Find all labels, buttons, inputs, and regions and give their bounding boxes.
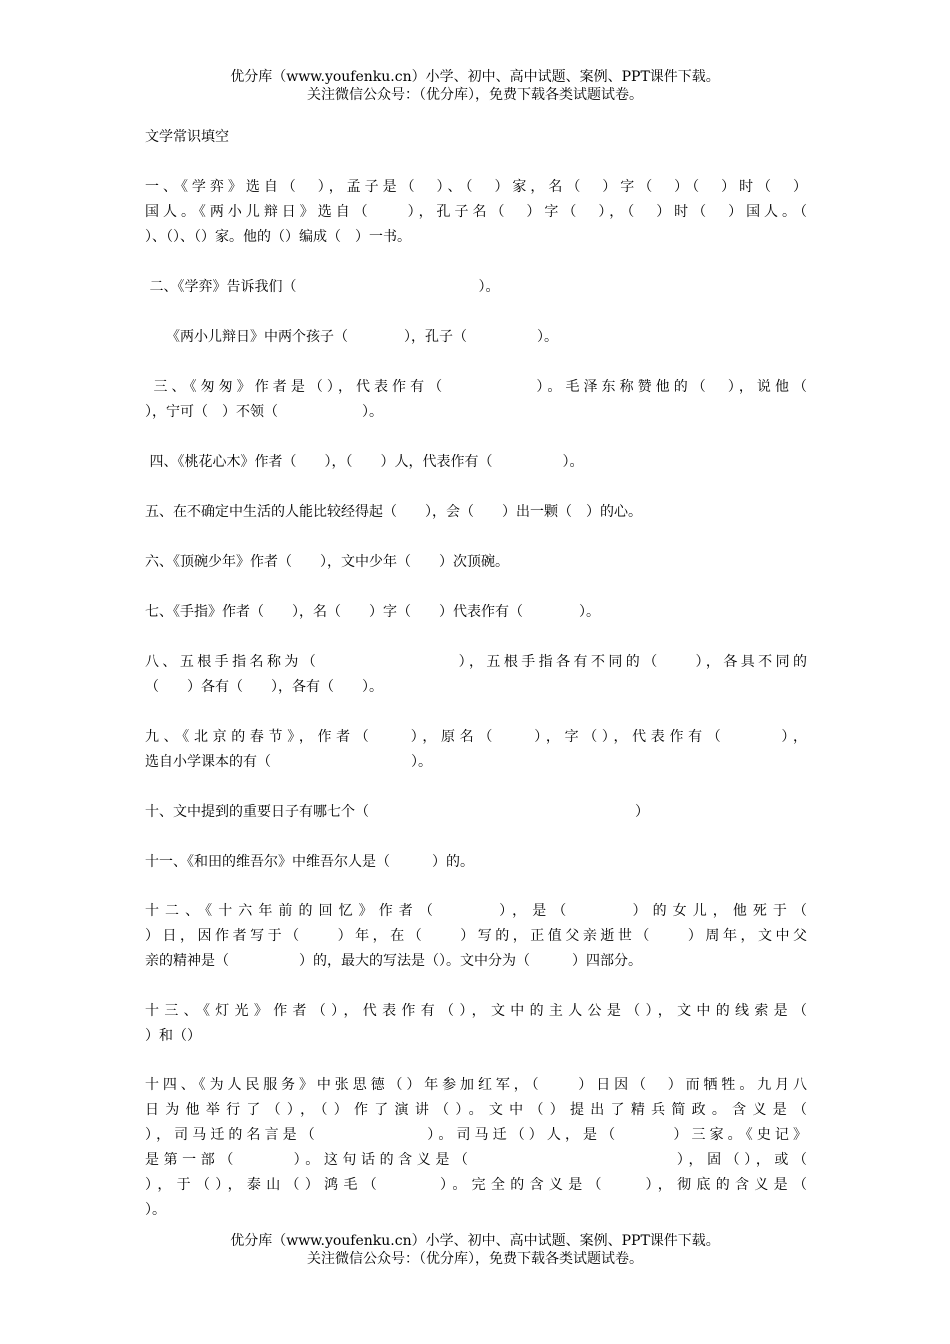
header-line-1: 优分库（www.youfenku.cn）小学、初中、高中试题、案例、PPT课件下载。 (230, 69, 720, 85)
page-footer (0, 1232, 950, 1268)
question-line: ）和（） (145, 1028, 201, 1044)
question-line: 日为他举行了（），（）作了演讲（）。文中（）提出了精兵简政。含义是（ (145, 1102, 807, 1118)
footer-line-2: 关注微信公众号：（优分库），免费下载各类试题试卷。 (307, 1251, 643, 1267)
question-line: 十四、《为人民服务》中张思德（）年参加红军，（ ）日因（ ）而牺牲。九月八 (145, 1077, 807, 1093)
question-line: ）。 (145, 1202, 166, 1218)
question-line: 七、《手指》作者（ ），名（ ）字（ ）代表作有（ ）。 (145, 604, 600, 620)
question-line: 十一、《和田的维吾尔》中维吾尔人是（ ）的。 (145, 854, 474, 870)
header-line-2: 关注微信公众号：（优分库），免费下载各类试题试卷。 (307, 87, 643, 103)
question-line: ）、（）、（）家。他的（）编成（ ）一书。 (145, 229, 411, 245)
question-line: 是第一部（ ）。这句话的含义是（ ），固（），或（ (145, 1152, 807, 1168)
question-12 (145, 850, 807, 875)
question-6 (145, 500, 807, 525)
question-line: 五、在不确定中生活的人能比较经得起（ ），会（ ）出一颗（ ）的心。 (145, 504, 642, 520)
question-line: 八、五根手指名称为（ ），五根手指各有不同的（ ），各具不同的 (145, 654, 807, 670)
question-line: ），司马迁的名言是（ ）。司马迁（）人，是（ ）三家。《史记》 (145, 1127, 807, 1143)
question-3 (145, 325, 807, 350)
question-line: ），于（），泰山（）鸿毛（ ）。完全的含义是（ ），彻底的含义是（ (145, 1177, 807, 1193)
question-1 (145, 175, 807, 250)
question-line: 国人。《两小儿辩日》选自（ ），孔子名（ ）字（ ），（ ）时（ ）国人。（ (145, 204, 807, 220)
question-line: 亲的精神是（ ）的，最大的写法是（）。文中分为（ ）四部分。 (145, 953, 642, 969)
document-title: 文学常识填空 (145, 129, 229, 145)
question-2 (145, 275, 807, 300)
question-line: 六、《顶碗少年》作者（ ），文中少年（ ）次顶碗。 (145, 554, 509, 570)
question-line: ）日，因作者写于（ ）年，在（ ）写的，正值父亲逝世（ ）周年，文中父 (145, 928, 807, 944)
question-13 (145, 899, 807, 974)
question-4 (145, 375, 807, 425)
question-line: 一、《学弈》选自（ ），孟子是（ ）、（ ）家，名（ ）字（ ）（ ）时（ ） (145, 179, 807, 195)
question-11 (145, 800, 807, 825)
question-7 (145, 550, 807, 575)
question-line: 九、《北京的春节》，作者（ ），原名（ ），字（），代表作有（ ）， (145, 729, 807, 745)
question-14 (145, 999, 807, 1049)
footer-line-1: 优分库（www.youfenku.cn）小学、初中、高中试题、案例、PPT课件下载。 (230, 1233, 720, 1249)
question-5 (145, 450, 807, 475)
question-line: 二、《学弈》告诉我们（ ）。 (145, 279, 500, 295)
question-line: 十三、《灯光》作者（），代表作有（），文中的主人公是（），文中的线索是（ (145, 1003, 807, 1019)
question-8 (145, 600, 807, 625)
question-line: 四、《桃花心木》作者（ ），（ ）人，代表作有（ ）。 (145, 454, 584, 470)
question-15 (145, 1073, 807, 1223)
question-9 (145, 650, 807, 700)
question-line: 选自小学课本的有（ ）。 (145, 754, 432, 770)
question-line: 十、文中提到的重要日子有哪七个（ ） (145, 804, 649, 820)
question-line: 十二、《十六年前的回忆》作者（ ），是（ ）的女儿，他死于（ (145, 903, 807, 919)
page-header (0, 68, 950, 104)
question-line: （ ）各有（ ），各有（ ）。 (145, 679, 383, 695)
question-line: ），宁可（ ）不领（ ）。 (145, 404, 383, 420)
question-line: 《两小儿辩日》中两个孩子（ ），孔子（ ）。 (145, 329, 558, 345)
question-10 (145, 725, 807, 775)
question-line: 三、《匆匆》作者是（），代表作有（ ）。毛泽东称赞他的（ ），说他（ (145, 379, 807, 395)
